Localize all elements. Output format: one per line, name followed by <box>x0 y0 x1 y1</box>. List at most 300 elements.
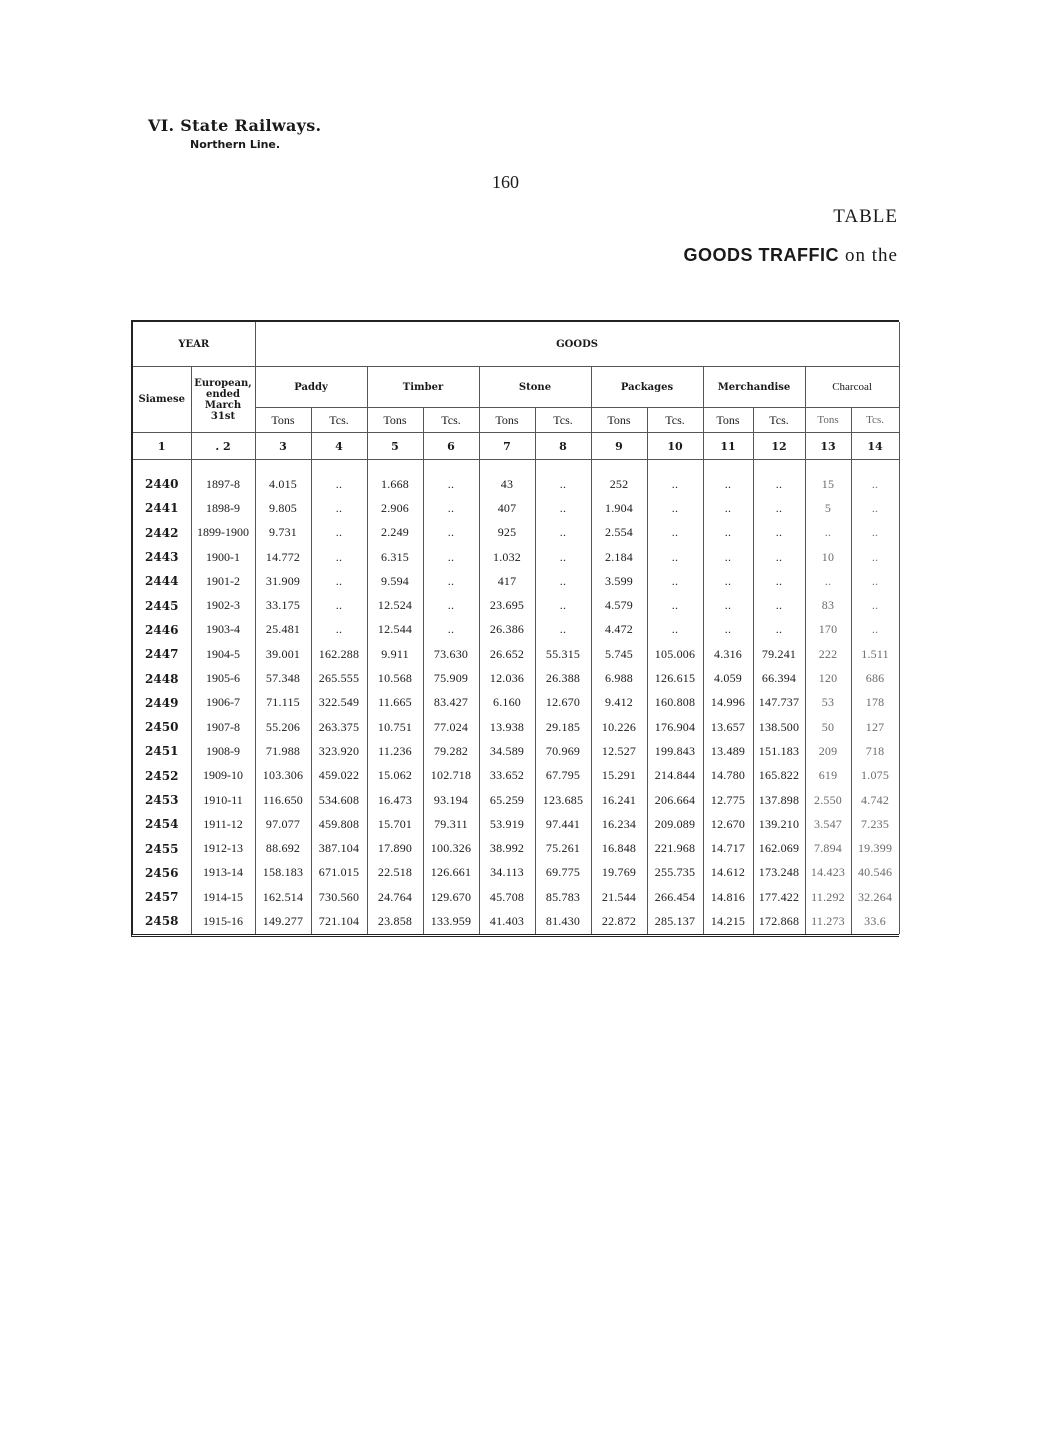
unit-tcs: Tcs. <box>851 408 899 433</box>
value-cell: .. <box>703 496 753 520</box>
value-cell: 7.894 <box>805 836 851 860</box>
value-cell: 14.772 <box>255 545 311 569</box>
value-cell: 686 <box>851 666 899 690</box>
value-cell: 6.160 <box>479 691 535 715</box>
value-cell: 11.273 <box>805 909 851 933</box>
value-cell: 116.650 <box>255 788 311 812</box>
value-cell: .. <box>647 593 703 617</box>
value-cell: 206.664 <box>647 788 703 812</box>
column-number: 14 <box>851 433 899 460</box>
unit-tons: Tons <box>703 408 753 433</box>
value-cell: 67.795 <box>535 764 591 788</box>
value-cell: 5 <box>805 496 851 520</box>
value-cell: .. <box>311 472 367 496</box>
value-cell: 214.844 <box>647 764 703 788</box>
value-cell: .. <box>311 545 367 569</box>
value-cell: .. <box>753 618 805 642</box>
value-cell: 40.546 <box>851 861 899 885</box>
value-cell: 21.544 <box>591 885 647 909</box>
value-cell: 5.745 <box>591 642 647 666</box>
value-cell: 29.185 <box>535 715 591 739</box>
value-cell: 10 <box>805 545 851 569</box>
value-cell: .. <box>851 496 899 520</box>
table-row <box>133 715 899 739</box>
page-number: 160 <box>492 172 519 192</box>
value-cell: .. <box>535 472 591 496</box>
value-cell: 730.560 <box>311 885 367 909</box>
table-row <box>133 472 899 496</box>
value-cell: 1.904 <box>591 496 647 520</box>
value-cell: 534.608 <box>311 788 367 812</box>
value-cell: 41.403 <box>479 909 535 933</box>
value-cell: 2.249 <box>367 521 423 545</box>
european-year-cell: 1906-7 <box>191 691 255 715</box>
value-cell: .. <box>647 496 703 520</box>
column-number: 13 <box>805 433 851 460</box>
value-cell: 9.805 <box>255 496 311 520</box>
value-cell: 19.769 <box>591 861 647 885</box>
value-cell: 13.938 <box>479 715 535 739</box>
value-cell: 12.775 <box>703 788 753 812</box>
value-cell: 33.6 <box>851 909 899 933</box>
column-number: 6 <box>423 433 479 460</box>
value-cell: 162.288 <box>311 642 367 666</box>
group-header-packages: Packages <box>591 367 703 408</box>
siamese-year-cell: 2453 <box>133 788 191 812</box>
value-cell: 263.375 <box>311 715 367 739</box>
value-cell: 9.412 <box>591 691 647 715</box>
value-cell: 221.968 <box>647 836 703 860</box>
value-cell: 97.441 <box>535 812 591 836</box>
value-cell: .. <box>423 496 479 520</box>
value-cell: 105.006 <box>647 642 703 666</box>
goods-traffic-table <box>131 320 899 937</box>
value-cell: 6.988 <box>591 666 647 690</box>
siamese-year-cell: 2447 <box>133 642 191 666</box>
siamese-year-cell: 2458 <box>133 909 191 933</box>
value-cell: 149.277 <box>255 909 311 933</box>
value-cell: 4.742 <box>851 788 899 812</box>
value-cell: 23.695 <box>479 593 535 617</box>
value-cell: 407 <box>479 496 535 520</box>
group-header-stone: Stone <box>479 367 591 408</box>
value-cell: 16.473 <box>367 788 423 812</box>
column-number-row <box>133 433 899 460</box>
value-cell: 85.783 <box>535 885 591 909</box>
value-cell: 265.555 <box>311 666 367 690</box>
value-cell: 79.311 <box>423 812 479 836</box>
european-year-cell: 1914-15 <box>191 885 255 909</box>
value-cell: 14.612 <box>703 861 753 885</box>
siamese-year-cell: 2455 <box>133 836 191 860</box>
value-cell: 387.104 <box>311 836 367 860</box>
value-cell: 102.718 <box>423 764 479 788</box>
value-cell: 9.594 <box>367 569 423 593</box>
value-cell: 222 <box>805 642 851 666</box>
value-cell: 17.890 <box>367 836 423 860</box>
value-cell: .. <box>805 569 851 593</box>
column-number: 11 <box>703 433 753 460</box>
value-cell: 100.326 <box>423 836 479 860</box>
value-cell: 15.062 <box>367 764 423 788</box>
value-cell: 73.630 <box>423 642 479 666</box>
value-cell: 31.909 <box>255 569 311 593</box>
value-cell: .. <box>703 618 753 642</box>
value-cell: 10.751 <box>367 715 423 739</box>
value-cell: 4.015 <box>255 472 311 496</box>
table-row <box>133 521 899 545</box>
unit-tcs: Tcs. <box>647 408 703 433</box>
value-cell: 14.423 <box>805 861 851 885</box>
value-cell: .. <box>535 545 591 569</box>
value-cell: .. <box>851 593 899 617</box>
value-cell: 97.077 <box>255 812 311 836</box>
value-cell: 172.868 <box>753 909 805 933</box>
table-row <box>133 836 899 860</box>
goods-header: GOODS <box>255 322 899 367</box>
value-cell: 459.022 <box>311 764 367 788</box>
column-number: 3 <box>255 433 311 460</box>
value-cell: 718 <box>851 739 899 763</box>
value-cell: .. <box>753 521 805 545</box>
european-year-cell: 1913-14 <box>191 861 255 885</box>
value-cell: 12.527 <box>591 739 647 763</box>
european-year-cell: 1901-2 <box>191 569 255 593</box>
caption-tail: on the <box>845 245 898 266</box>
unit-tcs: Tcs. <box>423 408 479 433</box>
value-cell: .. <box>703 472 753 496</box>
value-cell: .. <box>851 472 899 496</box>
column-number: 9 <box>591 433 647 460</box>
value-cell: .. <box>535 618 591 642</box>
value-cell: 75.909 <box>423 666 479 690</box>
european-year-cell: 1907-8 <box>191 715 255 739</box>
value-cell: 55.206 <box>255 715 311 739</box>
value-cell: 158.183 <box>255 861 311 885</box>
unit-tcs: Tcs. <box>311 408 367 433</box>
value-cell: 39.001 <box>255 642 311 666</box>
value-cell: .. <box>805 521 851 545</box>
value-cell: 2.906 <box>367 496 423 520</box>
value-cell: 619 <box>805 764 851 788</box>
european-year-cell: 1911-12 <box>191 812 255 836</box>
value-cell: 25.481 <box>255 618 311 642</box>
column-number: 8 <box>535 433 591 460</box>
siamese-year-cell: 2450 <box>133 715 191 739</box>
value-cell: .. <box>753 545 805 569</box>
european-year-cell: 1910-11 <box>191 788 255 812</box>
value-cell: 3.547 <box>805 812 851 836</box>
value-cell: .. <box>851 618 899 642</box>
siamese-year-cell: 2445 <box>133 593 191 617</box>
table-row <box>133 593 899 617</box>
value-cell: 16.241 <box>591 788 647 812</box>
value-cell: 671.015 <box>311 861 367 885</box>
value-cell: 138.500 <box>753 715 805 739</box>
value-cell: 50 <box>805 715 851 739</box>
value-cell: 925 <box>479 521 535 545</box>
value-cell: 14.780 <box>703 764 753 788</box>
value-cell: .. <box>311 569 367 593</box>
value-cell: 133.959 <box>423 909 479 933</box>
value-cell: 14.816 <box>703 885 753 909</box>
value-cell: .. <box>535 569 591 593</box>
table-row <box>133 909 899 933</box>
column-number: 5 <box>367 433 423 460</box>
european-year-cell: 1902-3 <box>191 593 255 617</box>
unit-tons: Tons <box>591 408 647 433</box>
column-number: 4 <box>311 433 367 460</box>
value-cell: 71.988 <box>255 739 311 763</box>
value-cell: 323.920 <box>311 739 367 763</box>
european-year-cell: 1908-9 <box>191 739 255 763</box>
value-cell: 123.685 <box>535 788 591 812</box>
european-year-cell: 1915-16 <box>191 909 255 933</box>
value-cell: .. <box>311 496 367 520</box>
value-cell: .. <box>703 521 753 545</box>
value-cell: 33.652 <box>479 764 535 788</box>
value-cell: 26.652 <box>479 642 535 666</box>
value-cell: 4.059 <box>703 666 753 690</box>
value-cell: .. <box>423 545 479 569</box>
table-row <box>133 691 899 715</box>
table-row <box>133 788 899 812</box>
siamese-year-cell: 2452 <box>133 764 191 788</box>
value-cell: 1.075 <box>851 764 899 788</box>
value-cell: 70.969 <box>535 739 591 763</box>
value-cell: 3.599 <box>591 569 647 593</box>
column-number: 7 <box>479 433 535 460</box>
value-cell: 16.848 <box>591 836 647 860</box>
group-header-charcoal: Charcoal <box>805 367 899 408</box>
european-year-cell: 1912-13 <box>191 836 255 860</box>
value-cell: .. <box>753 593 805 617</box>
siamese-year-cell: 2446 <box>133 618 191 642</box>
table-row <box>133 666 899 690</box>
value-cell: 255.735 <box>647 861 703 885</box>
value-cell: .. <box>423 521 479 545</box>
value-cell: .. <box>703 569 753 593</box>
value-cell: .. <box>753 569 805 593</box>
column-number: 10 <box>647 433 703 460</box>
value-cell: 81.430 <box>535 909 591 933</box>
column-number: 1 <box>133 433 191 460</box>
european-year-cell: 1909-10 <box>191 764 255 788</box>
column-number: . 2 <box>191 433 255 460</box>
value-cell: 162.069 <box>753 836 805 860</box>
value-cell: 22.518 <box>367 861 423 885</box>
european-year-cell: 1904-5 <box>191 642 255 666</box>
value-cell: 43 <box>479 472 535 496</box>
european-year-cell: 1900-1 <box>191 545 255 569</box>
value-cell: 7.235 <box>851 812 899 836</box>
value-cell: .. <box>535 593 591 617</box>
siamese-year-cell: 2443 <box>133 545 191 569</box>
value-cell: 4.316 <box>703 642 753 666</box>
siamese-year-cell: 2451 <box>133 739 191 763</box>
value-cell: 55.315 <box>535 642 591 666</box>
value-cell: 38.992 <box>479 836 535 860</box>
european-year-cell: 1897-8 <box>191 472 255 496</box>
value-cell: 79.241 <box>753 642 805 666</box>
value-cell: 11.292 <box>805 885 851 909</box>
value-cell: 721.104 <box>311 909 367 933</box>
value-cell: 139.210 <box>753 812 805 836</box>
section-subtitle: Northern Line. <box>190 138 281 151</box>
value-cell: 16.234 <box>591 812 647 836</box>
value-cell: .. <box>851 521 899 545</box>
value-cell: 177.422 <box>753 885 805 909</box>
value-cell: 19.399 <box>851 836 899 860</box>
value-cell: 88.692 <box>255 836 311 860</box>
value-cell: 11.236 <box>367 739 423 763</box>
table-row <box>133 812 899 836</box>
siamese-year-cell: 2456 <box>133 861 191 885</box>
table-row <box>133 739 899 763</box>
value-cell: .. <box>647 472 703 496</box>
european-year-cell: 1903-4 <box>191 618 255 642</box>
value-cell: .. <box>647 618 703 642</box>
group-header-timber: Timber <box>367 367 479 408</box>
value-cell: .. <box>753 472 805 496</box>
value-cell: 13.489 <box>703 739 753 763</box>
table-row <box>133 545 899 569</box>
value-cell: 34.589 <box>479 739 535 763</box>
value-cell: .. <box>851 545 899 569</box>
value-cell: 417 <box>479 569 535 593</box>
column-number: 12 <box>753 433 805 460</box>
value-cell: 26.386 <box>479 618 535 642</box>
table-row <box>133 569 899 593</box>
table-row <box>133 861 899 885</box>
value-cell: 9.911 <box>367 642 423 666</box>
value-cell: 93.194 <box>423 788 479 812</box>
value-cell: 22.872 <box>591 909 647 933</box>
table-caption <box>684 245 898 267</box>
group-header-paddy: Paddy <box>255 367 367 408</box>
value-cell: 137.898 <box>753 788 805 812</box>
value-cell: 71.115 <box>255 691 311 715</box>
group-header-merchandise: Merchandise <box>703 367 805 408</box>
siamese-year-cell: 2441 <box>133 496 191 520</box>
value-cell: 209.089 <box>647 812 703 836</box>
value-cell: .. <box>535 521 591 545</box>
value-cell: 165.822 <box>753 764 805 788</box>
value-cell: 12.670 <box>535 691 591 715</box>
value-cell: 83.427 <box>423 691 479 715</box>
value-cell: .. <box>851 569 899 593</box>
unit-tons: Tons <box>479 408 535 433</box>
value-cell: .. <box>647 569 703 593</box>
value-cell: .. <box>535 496 591 520</box>
value-cell: 15.291 <box>591 764 647 788</box>
siamese-year-cell: 2454 <box>133 812 191 836</box>
siamese-year-cell: 2449 <box>133 691 191 715</box>
value-cell: 10.568 <box>367 666 423 690</box>
value-cell: 266.454 <box>647 885 703 909</box>
value-cell: 14.996 <box>703 691 753 715</box>
table-row <box>133 885 899 909</box>
value-cell: 170 <box>805 618 851 642</box>
caption-bold: GOODS TRAFFIC <box>683 245 840 265</box>
siamese-year-cell: 2442 <box>133 521 191 545</box>
value-cell: 12.544 <box>367 618 423 642</box>
value-cell: 126.615 <box>647 666 703 690</box>
table-body <box>133 460 899 934</box>
value-cell: 75.261 <box>535 836 591 860</box>
value-cell: 10.226 <box>591 715 647 739</box>
value-cell: 178 <box>851 691 899 715</box>
unit-tons: Tons <box>805 408 851 433</box>
value-cell: 65.259 <box>479 788 535 812</box>
value-cell: 127 <box>851 715 899 739</box>
value-cell: 12.036 <box>479 666 535 690</box>
year-header: YEAR <box>133 322 255 367</box>
value-cell: 147.737 <box>753 691 805 715</box>
value-cell: 66.394 <box>753 666 805 690</box>
unit-tcs: Tcs. <box>535 408 591 433</box>
table-row <box>133 618 899 642</box>
value-cell: .. <box>647 545 703 569</box>
value-cell: 1.511 <box>851 642 899 666</box>
unit-tcs: Tcs. <box>753 408 805 433</box>
value-cell: 322.549 <box>311 691 367 715</box>
value-cell: 9.731 <box>255 521 311 545</box>
value-cell: 199.843 <box>647 739 703 763</box>
siamese-year-cell: 2440 <box>133 472 191 496</box>
value-cell: 126.661 <box>423 861 479 885</box>
european-year-cell: 1899-1900 <box>191 521 255 545</box>
table-row <box>133 764 899 788</box>
value-cell: .. <box>423 472 479 496</box>
value-cell: .. <box>423 618 479 642</box>
value-cell: 459.808 <box>311 812 367 836</box>
value-cell: 6.315 <box>367 545 423 569</box>
value-cell: 34.113 <box>479 861 535 885</box>
value-cell: 1.032 <box>479 545 535 569</box>
value-cell: 23.858 <box>367 909 423 933</box>
value-cell: 15.701 <box>367 812 423 836</box>
value-cell: 15 <box>805 472 851 496</box>
unit-tons: Tons <box>367 408 423 433</box>
european-year-cell: 1905-6 <box>191 666 255 690</box>
value-cell: 79.282 <box>423 739 479 763</box>
value-cell: 4.472 <box>591 618 647 642</box>
value-cell: .. <box>423 569 479 593</box>
value-cell: 83 <box>805 593 851 617</box>
value-cell: 1.668 <box>367 472 423 496</box>
siamese-year-cell: 2457 <box>133 885 191 909</box>
value-cell: .. <box>311 593 367 617</box>
value-cell: 26.388 <box>535 666 591 690</box>
value-cell: 173.248 <box>753 861 805 885</box>
value-cell: 285.137 <box>647 909 703 933</box>
value-cell: 53.919 <box>479 812 535 836</box>
european-year-cell: 1898-9 <box>191 496 255 520</box>
value-cell: 13.657 <box>703 715 753 739</box>
value-cell: .. <box>753 496 805 520</box>
unit-tons: Tons <box>255 408 311 433</box>
value-cell: 151.183 <box>753 739 805 763</box>
value-cell: 11.665 <box>367 691 423 715</box>
value-cell: .. <box>703 545 753 569</box>
value-cell: 57.348 <box>255 666 311 690</box>
value-cell: 14.215 <box>703 909 753 933</box>
value-cell: 24.764 <box>367 885 423 909</box>
value-cell: .. <box>423 593 479 617</box>
value-cell: 69.775 <box>535 861 591 885</box>
value-cell: 45.708 <box>479 885 535 909</box>
